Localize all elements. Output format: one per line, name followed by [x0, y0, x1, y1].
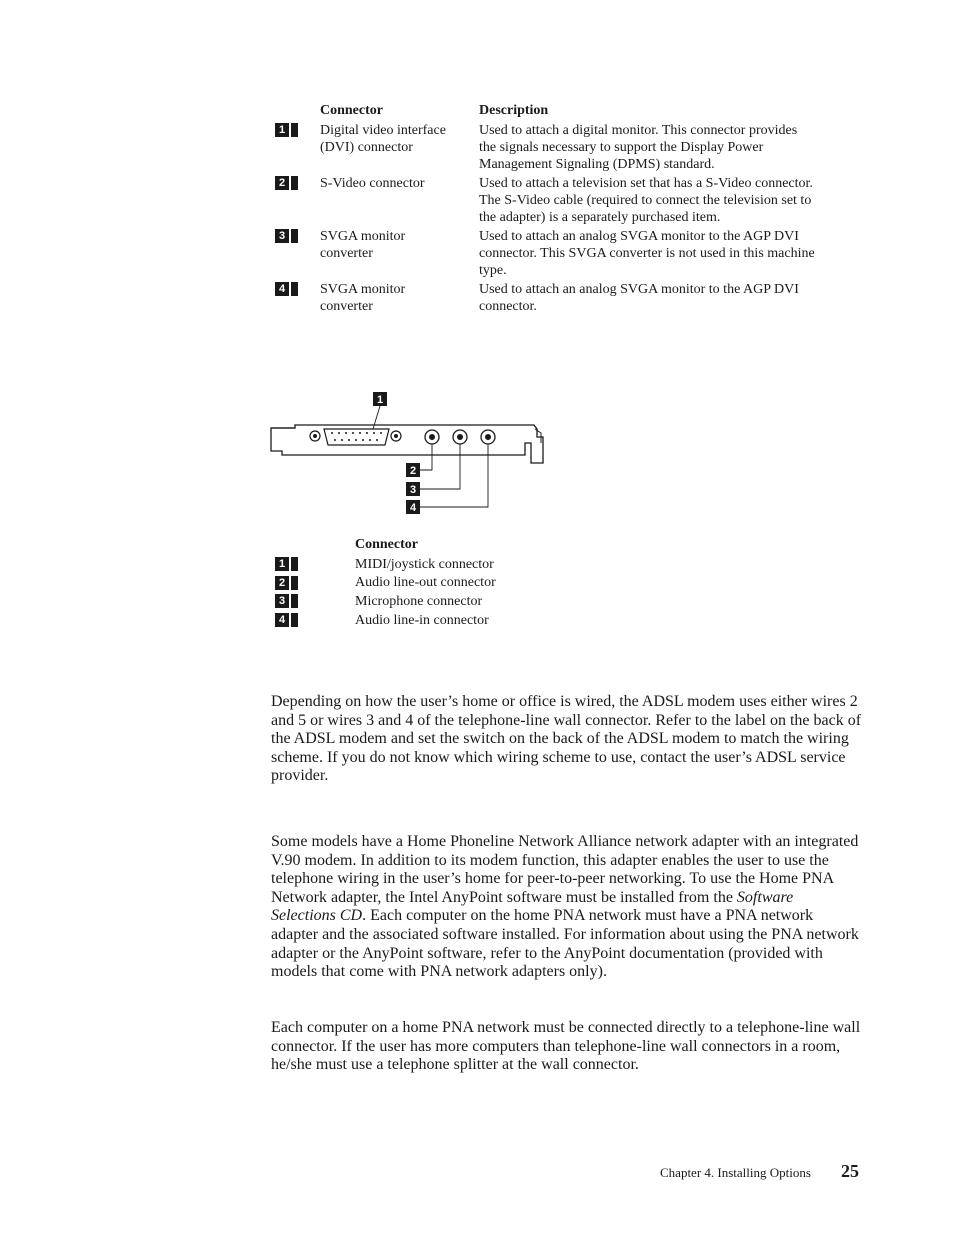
table1-header-connector: Connector: [320, 103, 383, 118]
audio-line-out-jack: [425, 430, 439, 444]
table1-row2-description: Used to attach a television set that has a S-Video connector. The S-Video cable (required to connect the television set to the adapter) is a separately purchased item.: [479, 176, 813, 225]
table2-row3-connector: Microphone connector: [355, 594, 483, 609]
callout-2: 2: [275, 176, 298, 190]
pna-paragraph: Some models have a Home Phoneline Network Alliance network adapter with an integrated V.90 modem. In addition to its modem function, this adapter enables the user to use the telephone wiring in the user’s home for peer-to-peer networking. To use the Home PNA Network adapter, the Intel AnyPoint software must be installed from the Software Selections CD. Each computer on the home PNA network must have a PNA network adapter and the associated software installed. For information about using the PNA network adapter or the AnyPoint software, refer to the AnyPoint documentation (provided with models that come with PNA network adapters only).: [271, 833, 859, 981]
table2-header-connector: Connector: [355, 537, 418, 552]
figure-callout-3: [406, 482, 420, 496]
pna-connection-paragraph: Each computer on a home PNA network must be connected directly to a telephone-line wall connector. If the user has more computers than telephone-line wall connectors in a room, he/she must use a telephone splitter at the wall connector.: [271, 1019, 861, 1074]
svg-text:2: 2: [409, 465, 417, 477]
callout-1: 1: [275, 123, 298, 137]
bracket-tab: [535, 429, 541, 443]
footer-chapter: Chapter 4. Installing Options: [660, 1165, 811, 1180]
table1-header-description: Description: [479, 103, 549, 118]
callout-4: 4: [275, 282, 298, 296]
bracket-outline: [271, 425, 543, 463]
microphone-jack: [453, 430, 467, 444]
svg-text:4: 4: [409, 502, 417, 514]
table1-row2-connector: S-Video connector: [320, 176, 425, 191]
audio-line-in-jack: [481, 430, 495, 444]
table2-row1-connector: MIDI/joystick connector: [355, 557, 494, 572]
table2-row4-connector: Audio line-in connector: [355, 613, 489, 628]
figure-callout-4: [406, 500, 420, 514]
svg-text:1: 1: [376, 394, 384, 406]
table2-row2-connector: Audio line-out connector: [355, 575, 496, 590]
table2-callout-3: 3: [275, 594, 298, 608]
table1-row4-description: Used to attach an analog SVGA monitor to the AGP DVI connector.: [479, 282, 799, 314]
svg-text:3: 3: [409, 484, 417, 496]
table1-row1-connector: Digital video interface (DVI) connector: [320, 123, 446, 155]
page-number: 25: [841, 1161, 859, 1181]
software-selections-cd-title: Software Selections CD: [271, 888, 794, 925]
adapter-bracket-figure: [265, 385, 555, 515]
table2-callout-1: 1: [275, 557, 298, 571]
table2-callout-2: 2: [275, 576, 298, 590]
adsl-paragraph: Depending on how the user’s home or office is wired, the ADSL modem uses either wires 2 and 5 or wires 3 and 4 of the telephone-line wall connector. Refer to the label on the back of the ADSL modem and set the switch on the back of the ADSL modem to match the wiring scheme. If you do not know which wiring scheme to use, contact the user’s ADSL service provider.: [271, 693, 862, 785]
table1-row3-description: Used to attach an analog SVGA monitor to the AGP DVI connector. This SVGA converter is not used in this machine type.: [479, 229, 815, 278]
table2-callout-4: 4: [275, 613, 298, 627]
table1-row4-connector: SVGA monitor converter: [320, 282, 406, 314]
table1-row1-description: Used to attach a digital monitor. This connector provides the signals necessary to support the Display Power Management Signaling (DPMS) standard.: [479, 123, 798, 172]
table1-row3-connector: SVGA monitor converter: [320, 229, 406, 261]
midi-joystick-port: [310, 429, 401, 445]
figure-callout-1: [373, 392, 387, 406]
leader-lines: [373, 406, 488, 507]
figure-callout-2: [406, 463, 420, 477]
callout-3: 3: [275, 229, 298, 243]
